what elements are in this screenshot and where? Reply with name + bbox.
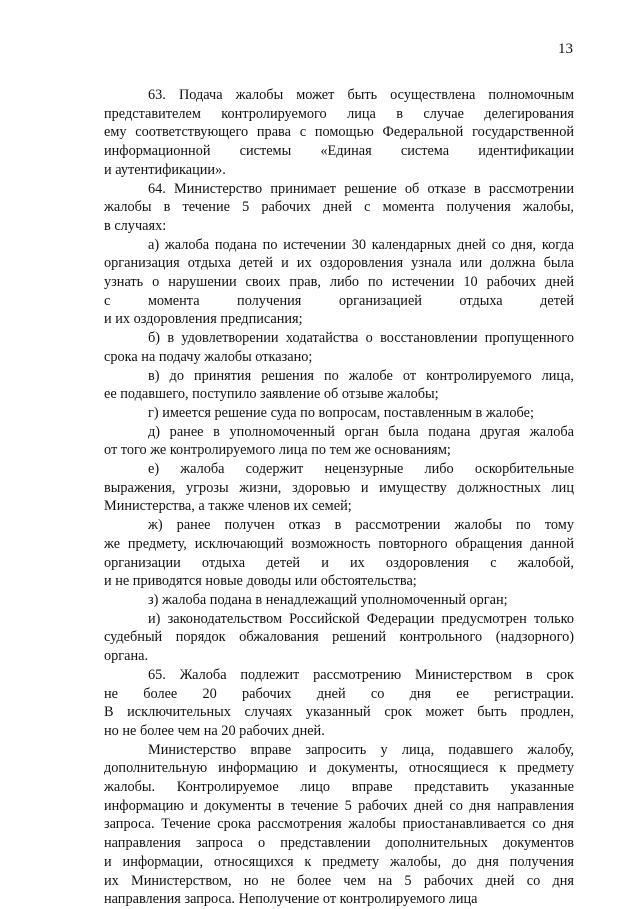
paragraph [104,423,574,460]
text-line: с момента получения организацией отдыха детей [104,292,574,309]
paragraph [104,666,574,741]
text-line: жалобы. Контролируемое лицо вправе представить указанные [104,779,574,796]
text-line: и аутентификации». [104,161,226,178]
text-line: выражения, угрозы жизни, здоровью и имуществу должностных лиц [104,479,574,496]
text-line: дополнительную информацию и документы, относящиеся к предмету [104,760,574,777]
text-line: и информации, относящихся к предмету жалобы, до дня получения [104,853,574,870]
text-line: а) жалоба подана по истечении 30 календарных дней со дня, когда [148,236,574,253]
text-line: Министерства, а также членов их семей; [104,498,352,515]
paragraph [104,404,574,423]
text-line: жалобы в течение 5 рабочих дней с момента получения жалобы, [104,199,574,216]
text-line: ж) ранее получен отказ в рассмотрении жалобы по тому [148,517,574,534]
page-number: 13 [558,41,573,57]
text-line: и их оздоровления предписания; [104,311,303,328]
text-line: ему соответствующего права с помощью Федеральной государственной [104,124,574,141]
text-line: б) в удовлетворении ходатайства о восстановлении пропущенного [148,330,574,347]
text-line: от того же контролируемого лица по тем же основаниям; [104,442,451,459]
text-line: организация отдыха детей и их оздоровления узнала или должна была [104,255,574,272]
text-line: 65. Жалоба подлежит рассмотрению Министерством в срок [148,666,574,683]
document-body [104,86,574,909]
paragraph [104,610,574,666]
text-line: В исключительных случаях указанный срок может быть продлен, [104,704,574,721]
text-line: не более 20 рабочих дней со дня ее регистрации. [104,685,574,702]
paragraph [104,516,574,591]
text-line: организации отдыха детей и их оздоровления с жалобой, [104,554,574,571]
text-line: направления запроса о представлении дополнительных документов [104,835,574,852]
text-line: Министерство вправе запросить у лица, подавшего жалобу, [148,741,574,758]
text-line: з) жалоба подана в ненадлежащий уполномоченный орган; [148,591,508,608]
text-line: но не более чем на 20 рабочих дней. [104,722,325,739]
text-line: е) жалоба содержит нецензурные либо оскорбительные [148,461,574,478]
text-line: ее подавшего, поступило заявление об отзыве жалобы; [104,386,439,403]
text-line: запроса. Течение срока рассмотрения жалобы приостанавливается со дня [104,816,574,833]
text-line: их Министерством, но не более чем на 5 рабочих дней со дня [104,872,574,889]
paragraph [104,180,574,236]
text-line: в случаях: [104,217,167,234]
text-line: срока на подачу жалобы отказано; [104,348,313,365]
text-line: д) ранее в уполномоченный орган была подана другая жалоба [148,423,574,440]
text-line: судебный порядок обжалования решений контрольного (надзорного) [104,629,574,646]
text-line: 64. Министерство принимает решение об отказе в рассмотрении [148,180,574,197]
paragraph [104,236,574,330]
text-line: узнать о нарушении своих прав, либо по истечении 10 рабочих дней [104,274,574,291]
text-line: 63. Подача жалобы может быть осуществлена полномочным [148,87,574,103]
text-line: в) до принятия решения по жалобе от контролируемого лица, [148,367,574,384]
paragraph [104,460,574,516]
paragraph [104,86,574,180]
text-line: информацию и документы в течение 5 рабочих дней со дня направления [104,797,574,814]
text-line: же предмету, исключающий возможность повторного обращения данной [104,535,574,552]
text-line: и) законодательством Российской Федерации предусмотрен только [148,610,574,627]
text-line: направления запроса. Неполучение от контролируемого лица [104,891,478,908]
paragraph [104,591,574,610]
text-line: информационной системы «Единая система идентификации [104,143,574,160]
text-line: представителем контролируемого лица в случае делегирования [104,105,574,122]
paragraph [104,367,574,404]
text-line: органа. [104,648,149,665]
text-line: г) имеется решение суда по вопросам, поставленным в жалобе; [148,404,534,421]
paragraph [104,329,574,366]
text-line: и не приводятся новые доводы или обстоятельства; [104,573,417,590]
paragraph [104,741,574,909]
